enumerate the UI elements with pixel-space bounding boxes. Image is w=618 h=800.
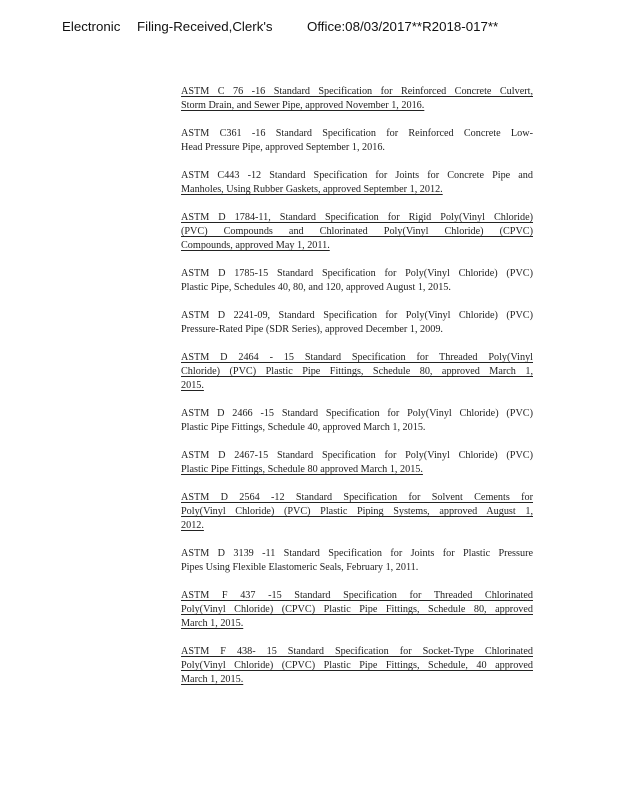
standard-entry-line: Pressure-Rated Pipe (SDR Series), approved December 1, 2009.: [181, 324, 443, 335]
standard-entry-line: Poly(Vinyl Chloride) (CPVC) Plastic Pipe Fittings, Schedule, 40 approved: [181, 660, 533, 671]
standard-entry-line: 2012.: [181, 520, 204, 531]
header-part-electronic: Electronic: [62, 19, 121, 34]
standard-entry-line: Storm Drain, and Sewer Pipe, approved November 1, 2016.: [181, 100, 425, 111]
standard-entry-line: ASTM C 76 -16 Standard Specification for Reinforced Concrete Culvert,: [181, 86, 533, 97]
standard-entry-line: ASTM D 1785-15 Standard Specification for Poly(Vinyl Chloride) (PVC): [181, 268, 533, 279]
standard-entry: [181, 589, 533, 631]
standard-entry-line: ASTM C443 -12 Standard Specification for Joints for Concrete Pipe and: [181, 170, 533, 181]
standard-entry: [181, 127, 533, 155]
standard-entry-line: Compounds, approved May 1, 2011.: [181, 240, 330, 251]
standard-entry-line: ASTM D 2564 -12 Standard Specification for Solvent Cements for: [181, 492, 533, 503]
standard-entry-line: (PVC) Compounds and Chlorinated Poly(Vinyl Chloride) (CPVC): [181, 226, 533, 237]
standard-entry: [181, 407, 533, 435]
standard-entry: [181, 449, 533, 477]
standard-entry: [181, 309, 533, 337]
standard-entry-line: ASTM D 2241-09, Standard Specification for Poly(Vinyl Chloride) (PVC): [181, 310, 533, 321]
standard-entry-line: Manholes, Using Rubber Gaskets, approved September 1, 2012.: [181, 184, 443, 195]
standard-entry: [181, 351, 533, 393]
standard-entry-line: ASTM D 3139 -11 Standard Specification for Joints for Plastic Pressure: [181, 548, 533, 559]
standard-entry: [181, 491, 533, 533]
standard-entry-line: 2015.: [181, 380, 204, 391]
standard-entry-line: ASTM D 2464 - 15 Standard Specification for Threaded Poly(Vinyl: [181, 352, 533, 363]
standard-entry-line: Chloride) (PVC) Plastic Pipe Fittings, Schedule 80, approved March 1,: [181, 366, 533, 377]
standard-entry-line: March 1, 2015.: [181, 618, 244, 629]
header-part-filing-received: Filing-Received,Clerk's: [137, 19, 273, 34]
standard-entry: [181, 645, 533, 687]
standard-entry: [181, 169, 533, 197]
standard-entry-line: ASTM C361 -16 Standard Specification for Reinforced Concrete Low-: [181, 128, 533, 139]
standard-entry-line: March 1, 2015.: [181, 674, 244, 685]
standard-entry-line: Pipes Using Flexible Elastomeric Seals, February 1, 2011.: [181, 562, 419, 573]
standard-entry: [181, 547, 533, 575]
header-part-office-date: Office:08/03/2017**R2018-017**: [307, 19, 499, 34]
standard-entry: [181, 267, 533, 295]
standard-entry-line: Poly(Vinyl Chloride) (CPVC) Plastic Pipe Fittings, Schedule 80, approved: [181, 604, 533, 615]
astm-standards-list: [181, 71, 533, 687]
standard-entry-line: Plastic Pipe, Schedules 40, 80, and 120, approved August 1, 2015.: [181, 282, 451, 293]
standard-entry-line: ASTM D 1784-11, Standard Specification for Rigid Poly(Vinyl Chloride): [181, 212, 533, 223]
filing-header: [62, 18, 602, 36]
standard-entry: [181, 211, 533, 253]
standard-entry-line: Head Pressure Pipe, approved September 1, 2016.: [181, 142, 385, 153]
standard-entry-line: ASTM D 2467-15 Standard Specification for Poly(Vinyl Chloride) (PVC): [181, 450, 533, 461]
standard-entry-line: Plastic Pipe Fittings, Schedule 40, approved March 1, 2015.: [181, 422, 426, 433]
standard-entry-line: Poly(Vinyl Chloride) (PVC) Plastic Piping Systems, approved August 1,: [181, 506, 533, 517]
standard-entry-line: Plastic Pipe Fittings, Schedule 80 approved March 1, 2015.: [181, 464, 423, 475]
standard-entry-line: ASTM F 437 -15 Standard Specification for Threaded Chlorinated: [181, 590, 533, 601]
standard-entry-line: ASTM D 2466 -15 Standard Specification for Poly(Vinyl Chloride) (PVC): [181, 408, 533, 419]
standard-entry: [181, 85, 533, 113]
standard-entry-line: ASTM F 438- 15 Standard Specification for Socket-Type Chlorinated: [181, 646, 533, 657]
